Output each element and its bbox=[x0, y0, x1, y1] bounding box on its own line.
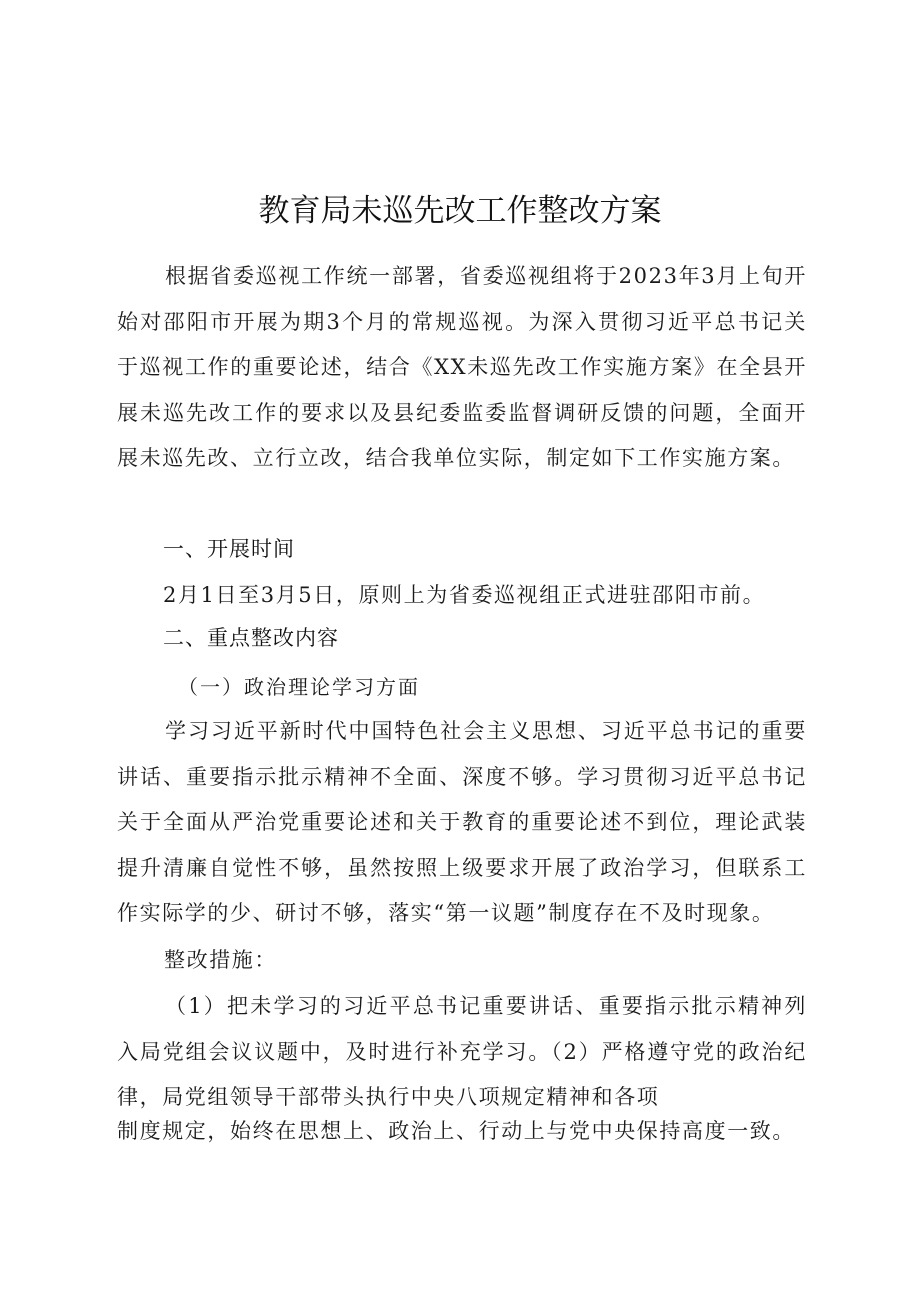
measures-last-line: 制度规定，始终在思想上、政治上、行动上与党中央保持高度一致。 bbox=[117, 1119, 795, 1143]
measures-paragraph: （1）把未学习的习近平总书记重要讲话、重要指示批示精神列入局党组会议议题中，及时进行补充学习。（2）严格遵守党的政治纪律，局党组领导干部带头执行中央八项规定精神和各项 bbox=[117, 994, 807, 1109]
document-title: 教育局未巡先改工作整改方案 bbox=[258, 193, 662, 229]
section-heading-key-content: 二、重点整改内容 bbox=[163, 626, 339, 650]
schedule-paragraph: 2月1日至3月5日，原则上为省委巡视组正式进驻邵阳市前。 bbox=[163, 583, 766, 607]
intro-paragraph: 根据省委巡视工作统一部署，省委巡视组将于2023年3月上旬开始对邵阳市开展为期3个月的常规巡视。为深入贯彻习近平总书记关于巡视工作的重要论述，结合《XX未巡先改工作实施方案》在全县开展未巡先改工作的要求以及县纪委监委监督调研反馈的问题，全面开展未巡先改、立行立改，结合我单位实际，制定如下工作实施方案。 bbox=[117, 264, 807, 470]
measures-label: 整改措施： bbox=[164, 948, 277, 972]
political-study-paragraph: 学习习近平新时代中国特色社会主义思想、习近平总书记的重要讲话、重要指示批示精神不全面、深度不够。学习贯彻习近平总书记关于全面从严治党重要论述和关于教育的重要论述不到位，理论武装提升清廉自觉性不够，虽然按照上级要求开展了政治学习，但联系工作实际学的少、研讨不够，落实“第一议题”制度存在不及时现象。 bbox=[117, 719, 807, 925]
subsection-heading-political-study: （一）政治理论学习方面 bbox=[178, 675, 420, 699]
section-heading-schedule: 一、开展时间 bbox=[163, 537, 295, 561]
